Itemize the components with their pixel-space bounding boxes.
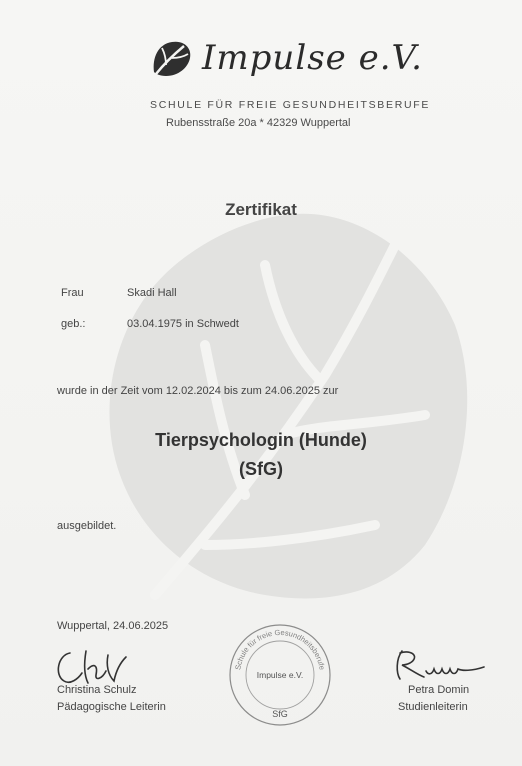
born-value: 03.04.1975 in Schwedt xyxy=(127,318,239,330)
signer-right-name: Petra Domin xyxy=(408,684,470,696)
place-date: Wuppertal, 24.06.2025 xyxy=(57,620,169,632)
school-name: SCHULE FÜR FREIE GESUNDHEITSBERUFE xyxy=(150,99,431,111)
born-label: geb.: xyxy=(61,318,86,330)
logo-text: Impulse e.V. xyxy=(202,38,423,78)
stamp-ring-text: Schule für freie Gesundheitsberufe xyxy=(233,627,327,671)
school-stamp xyxy=(226,621,334,729)
period-text: wurde in der Zeit vom 12.02.2024 bis zum 24.06.2025 zur xyxy=(57,385,339,397)
logo xyxy=(148,38,423,78)
qualification-subtitle: (SfG) xyxy=(239,459,283,479)
certificate-title: Zertifikat xyxy=(225,200,297,219)
closing-text: ausgebildet. xyxy=(57,520,117,532)
signer-left-role: Pädagogische Leiterin xyxy=(57,701,166,713)
recipient-name: Skadi Hall xyxy=(127,287,177,299)
stamp-bottom-text: SfG xyxy=(272,709,288,719)
leaf-watermark xyxy=(95,195,475,615)
salutation-label: Frau xyxy=(61,287,84,299)
signer-left-name: Christina Schulz xyxy=(57,684,137,696)
leaf-logo-icon xyxy=(148,38,194,78)
qualification-title: Tierpsychologin (Hunde) xyxy=(155,430,367,450)
school-address: Rubensstraße 20a * 42329 Wuppertal xyxy=(166,117,351,129)
stamp-center-text: Impulse e.V. xyxy=(256,670,304,680)
signature-right xyxy=(388,645,488,685)
signer-right-role: Studienleiterin xyxy=(398,701,468,713)
